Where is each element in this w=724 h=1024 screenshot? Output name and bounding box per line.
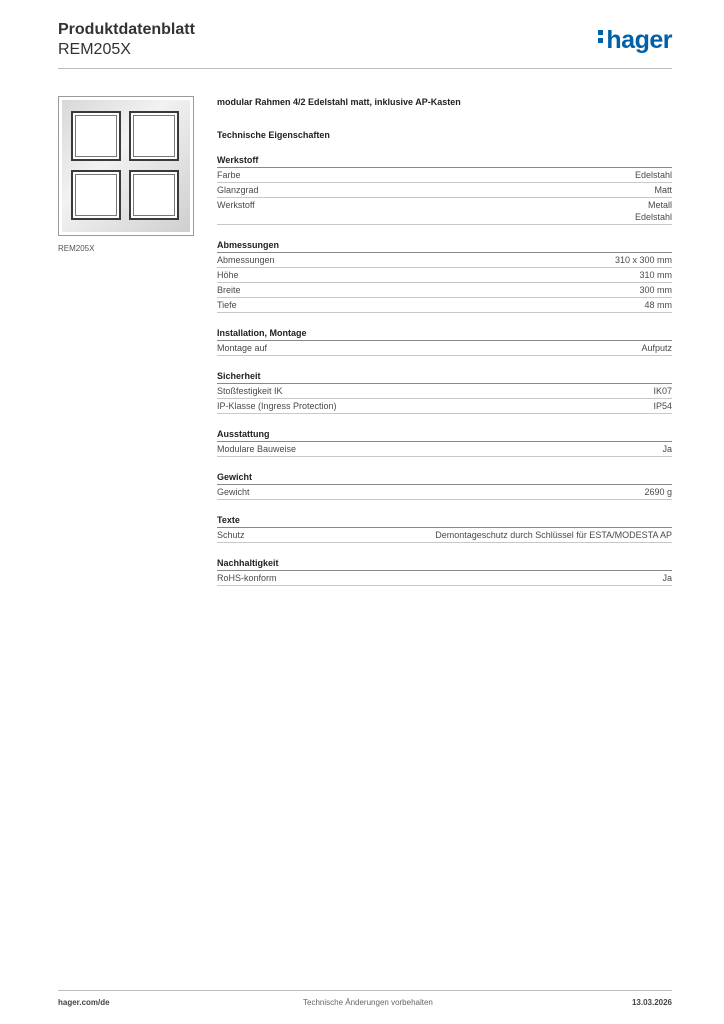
- property-value-line: Edelstahl: [634, 170, 672, 180]
- property-group: [217, 557, 672, 586]
- property-row: [217, 384, 672, 399]
- image-caption: REM205X: [58, 244, 95, 253]
- footer-date: 13.03.2026: [631, 998, 672, 1007]
- property-value-line: Matt: [654, 185, 672, 195]
- property-label: Farbe: [217, 170, 241, 180]
- property-label: Modulare Bauweise: [217, 444, 297, 454]
- property-row: [217, 485, 672, 500]
- frame-opening: [71, 170, 121, 220]
- property-value-line: 310 mm: [639, 270, 672, 280]
- property-group: [217, 370, 672, 414]
- footer-disclaimer: Technische Änderungen vorbehalten: [303, 998, 433, 1007]
- property-value: [654, 184, 672, 196]
- group-title: Sicherheit: [217, 370, 672, 384]
- property-label: Gewicht: [217, 487, 250, 497]
- property-group: [217, 154, 672, 225]
- property-value-line: IK07: [653, 386, 672, 396]
- property-group: [217, 471, 672, 500]
- property-row: [217, 168, 672, 183]
- group-title: Abmessungen: [217, 239, 672, 253]
- property-value: [641, 342, 672, 354]
- property-row: [217, 253, 672, 268]
- group-title: Gewicht: [217, 471, 672, 485]
- property-row: [217, 528, 672, 543]
- property-value-line: Metall: [647, 200, 672, 210]
- frame-illustration: [62, 100, 190, 232]
- property-label: Schutz: [217, 530, 245, 540]
- footer-website-link[interactable]: hager.com/de: [58, 998, 110, 1007]
- property-value: [644, 299, 672, 311]
- property-value-line: Aufputz: [641, 343, 672, 353]
- property-group: [217, 239, 672, 313]
- frame-opening: [71, 111, 121, 161]
- property-row: [217, 442, 672, 457]
- frame-opening: [129, 111, 179, 161]
- property-value-line: Demontageschutz durch Schlüssel für ESTA/MODESTA AP: [435, 530, 672, 540]
- property-value: [644, 486, 672, 498]
- footer-divider: [58, 990, 672, 991]
- property-value-line: 310 x 300 mm: [614, 255, 672, 265]
- property-value: [662, 572, 672, 584]
- property-value-line: Edelstahl: [634, 212, 672, 222]
- property-group: [217, 428, 672, 457]
- property-value: [653, 385, 672, 397]
- property-label: Abmessungen: [217, 255, 275, 265]
- group-title: Werkstoff: [217, 154, 672, 168]
- property-label: Montage auf: [217, 343, 268, 353]
- property-value-line: 300 mm: [639, 285, 672, 295]
- property-value: [662, 443, 672, 455]
- property-label: Glanzgrad: [217, 185, 259, 195]
- property-row: [217, 198, 672, 225]
- property-label: IP-Klasse (Ingress Protection): [217, 401, 337, 411]
- frame-opening: [129, 170, 179, 220]
- property-row: [217, 571, 672, 586]
- property-value: [653, 400, 672, 412]
- group-title: Texte: [217, 514, 672, 528]
- property-value-line: 48 mm: [644, 300, 672, 310]
- logo-dots-icon: [598, 27, 604, 46]
- logo-text: hager: [606, 26, 672, 54]
- product-content: [217, 96, 672, 586]
- property-label: RoHS-konform: [217, 573, 277, 583]
- property-row: [217, 268, 672, 283]
- property-groups: [217, 154, 672, 586]
- property-value: [639, 284, 672, 296]
- property-label: Stoßfestigkeit IK: [217, 386, 283, 396]
- property-row: [217, 399, 672, 414]
- property-value: [615, 254, 672, 266]
- group-title: Installation, Montage: [217, 327, 672, 341]
- property-label: Werkstoff: [217, 200, 255, 210]
- product-image: [58, 96, 194, 236]
- property-group: [217, 514, 672, 543]
- property-label: Breite: [217, 285, 241, 295]
- property-value: [635, 169, 672, 181]
- product-description: modular Rahmen 4/2 Edelstahl matt, inklusive AP-Kasten: [217, 97, 461, 107]
- property-group: [217, 327, 672, 356]
- property-value: [639, 269, 672, 281]
- group-title: Ausstattung: [217, 428, 672, 442]
- header-divider: [58, 68, 672, 69]
- property-row: [217, 183, 672, 198]
- product-code: REM205X: [58, 41, 131, 58]
- property-label: Tiefe: [217, 300, 237, 310]
- property-value-line: Ja: [662, 573, 672, 583]
- property-label: Höhe: [217, 270, 239, 280]
- document-title: Produktdatenblatt: [58, 21, 195, 38]
- property-value-line: IP54: [653, 401, 672, 411]
- page-header: [58, 20, 672, 70]
- property-value: [635, 199, 672, 223]
- property-row: [217, 283, 672, 298]
- hager-logo: [598, 26, 672, 54]
- property-row: [217, 341, 672, 356]
- technical-properties-heading: Technische Eigenschaften: [217, 130, 330, 140]
- property-value-line: 2690 g: [644, 487, 672, 497]
- property-value-line: Ja: [662, 444, 672, 454]
- property-row: [217, 298, 672, 313]
- group-title: Nachhaltigkeit: [217, 557, 672, 571]
- property-value: [435, 529, 672, 541]
